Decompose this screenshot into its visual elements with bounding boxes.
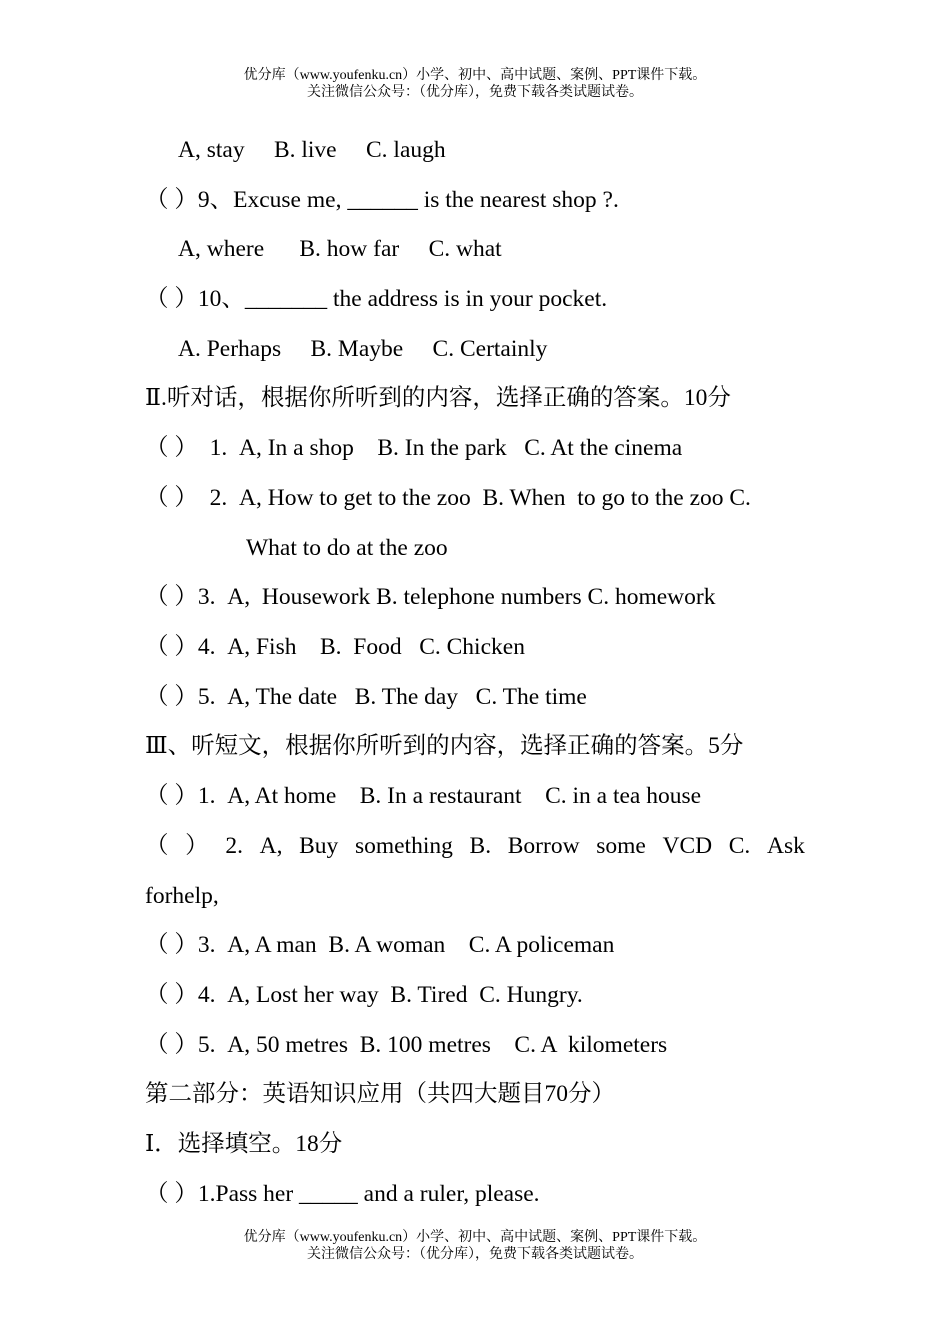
listening-passage-q2-continued: forhelp, bbox=[145, 883, 219, 909]
word: C. bbox=[728, 833, 751, 859]
listening-dialog-q5: （ ）5. A, The date B. The day C. The time bbox=[145, 684, 587, 710]
q9-question: （ ）9、Excuse me, ______ is the nearest shop ?. bbox=[145, 187, 619, 213]
q10-question: （ ）10、_______ the address is in your pocket. bbox=[145, 286, 608, 312]
listening-passage-q5: （ ）5. A, 50 metres B. 100 metres C. A kilometers bbox=[145, 1032, 668, 1058]
header-line-2: 关注微信公众号：（优分库），免费下载各类试题试卷。 bbox=[307, 85, 643, 100]
fill-in-section-heading: Ⅰ．选择填空。18分 bbox=[145, 1131, 343, 1157]
word: VCD bbox=[662, 833, 713, 859]
listening-dialog-q2: （ ） 2. A, How to get to the zoo B. When to go to the zoo C. bbox=[145, 485, 751, 511]
section-2-heading: Ⅱ.听对话，根据你所听到的内容，选择正确的答案。10分 bbox=[145, 385, 731, 411]
word: B. bbox=[469, 833, 492, 859]
word: 2. bbox=[225, 833, 243, 859]
fill-in-q1: （ ）1.Pass her _____ and a ruler, please. bbox=[145, 1181, 540, 1207]
word: Borrow bbox=[507, 833, 580, 859]
footer-line-1: 优分库（www.youfenku.cn）小学、初中、高中试题、案例、PPT课件下载。 bbox=[243, 1230, 707, 1245]
page-header bbox=[0, 67, 950, 101]
listening-passage-q3: （ ）3. A, A man B. A woman C. A policeman bbox=[145, 932, 615, 958]
word: Buy bbox=[299, 833, 339, 859]
word: Ask bbox=[766, 833, 805, 859]
word: A, bbox=[259, 833, 283, 859]
listening-passage-q2 bbox=[145, 831, 805, 861]
footer-line-2: 关注微信公众号：（优分库），免费下载各类试题试卷。 bbox=[307, 1247, 643, 1262]
part-2-heading: 第二部分：英语知识应用（共四大题目70分） bbox=[145, 1081, 615, 1107]
page-footer bbox=[0, 1229, 950, 1263]
listening-dialog-q2-continued: What to do at the zoo bbox=[246, 535, 448, 561]
word: something bbox=[354, 833, 453, 859]
q8-options: A, stay B. live C. laugh bbox=[178, 137, 446, 163]
answer-paren-close: ） bbox=[185, 833, 209, 859]
listening-passage-q1: （ ）1. A, At home B. In a restaurant C. in a tea house bbox=[145, 783, 702, 809]
listening-dialog-q4: （ ）4. A, Fish B. Food C. Chicken bbox=[145, 634, 525, 660]
listening-dialog-q1: （ ） 1. A, In a shop B. In the park C. At the cinema bbox=[145, 435, 683, 461]
q10-options: A. Perhaps B. Maybe C. Certainly bbox=[178, 336, 548, 362]
answer-paren-open: （ bbox=[145, 833, 169, 859]
section-3-heading: Ⅲ、听短文，根据你所听到的内容，选择正确的答案。5分 bbox=[145, 733, 744, 759]
word: some bbox=[596, 833, 646, 859]
header-line-1: 优分库（www.youfenku.cn）小学、初中、高中试题、案例、PPT课件下载。 bbox=[243, 68, 707, 83]
listening-dialog-q3: （ ）3. A, Housework B. telephone numbers C. homework bbox=[145, 584, 716, 610]
listening-passage-q4: （ ）4. A, Lost her way B. Tired C. Hungry. bbox=[145, 982, 583, 1008]
q9-options: A, where B. how far C. what bbox=[178, 236, 502, 262]
